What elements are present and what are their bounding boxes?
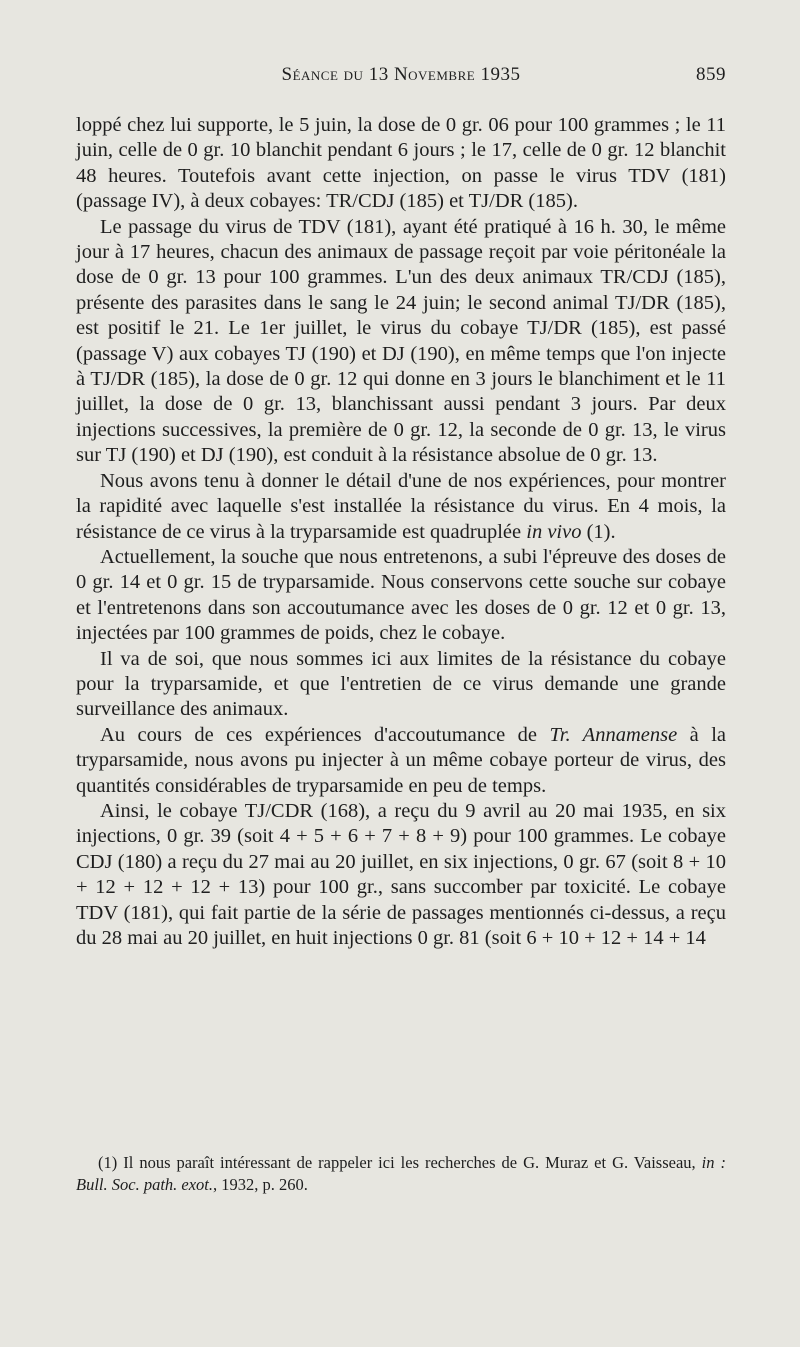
footnote-body: Il nous paraît intéressant de rappeler ici les recherches de G. Muraz et G. Vaisseau, bbox=[117, 1153, 702, 1172]
paragraph-3-text: Nous avons tenu à donner le détail d'une de nos expériences, pour montrer la rapidité avec laquelle s'est installée la résistance du virus. En 4 mois, la résistance de ce virus à la tryparsamide est quadruplée bbox=[76, 469, 726, 543]
paragraph-6-rest: à la tryparsamide, nous avons pu injecter à un même cobaye porteur de virus, des quantités considérables de tryparsamide en peu de temps. bbox=[76, 723, 726, 797]
footnote-marker: (1) bbox=[98, 1153, 118, 1172]
footnote-citation: in : Bull. Soc. path. exot. bbox=[76, 1153, 726, 1194]
paragraph-6 bbox=[76, 723, 726, 799]
footnote-ref: (1). bbox=[581, 520, 616, 543]
paragraph-3 bbox=[76, 469, 726, 545]
page-number: 859 bbox=[696, 64, 726, 85]
main-text bbox=[76, 113, 726, 951]
paragraph-5: Il va de soi, que nous sommes ici aux limites de la résistance du cobaye pour la tryparsamide, et que l'entretien de ce virus demande une grande surveillance des animaux. bbox=[76, 647, 726, 721]
running-title: Séance du 13 Novembre 1935 bbox=[281, 64, 521, 85]
running-header bbox=[76, 64, 726, 92]
footnote-text bbox=[76, 1152, 726, 1196]
paragraph-2: Le passage du virus de TDV (181), ayant été pratiqué à 16 h. 30, le même jour à 17 heures, chacun des animaux de passage reçoit par voie péritonéale la dose de 0 gr. 13 pour 100 grammes. L'un des deux animaux TR/CDJ (185), présente des parasites dans le sang le 24 juin; le second animal TJ/DR (185), est positif le 21. Le 1er juillet, le virus du cobaye TJ/DR (185), est passé (passage V) aux cobayes TJ (190) et DJ (190), en même temps que l'on injecte à TJ/DR (185), la dose de 0 gr. 12 qui donne en 3 jours le blanchiment et le 11 juillet, la dose de 0 gr. 13, blanchissant aussi pendant 3 jours. Par deux injections successives, la première de 0 gr. 12, la seconde de 0 gr. 13, le virus sur TJ (190) et DJ (190), est conduit à la résistance absolue de 0 gr. 13. bbox=[76, 215, 726, 467]
in-vivo-italic: in vivo bbox=[526, 520, 582, 543]
paragraph-7: Ainsi, le cobaye TJ/CDR (168), a reçu du 9 avril au 20 mai 1935, en six injections, 0 gr. 39 (soit 4 + 5 + 6 + 7 + 8 + 9) pour 100 grammes. Le cobaye CDJ (180) a reçu du 27 mai au 20 juillet, en six injections, 0 gr. 67 (soit 8 + 10 + 12 + 12 + 12 + 13) pour 100 gr., sans succomber par toxicité. Le cobaye TDV (181), qui fait partie de la série de passages mentionnés ci-dessus, a reçu du 28 mai au 20 juillet, en huit injections 0 gr. 81 (soit 6 + 10 + 12 + 14 + 14 bbox=[76, 799, 726, 949]
paragraph-6-text: Au cours de ces expériences d'accoutumance de bbox=[100, 723, 538, 746]
paragraph-1: loppé chez lui supporte, le 5 juin, la dose de 0 gr. 06 pour 100 grammes ; le 11 juin, celle de 0 gr. 10 blanchit pendant 6 jours ; le 17, celle de 0 gr. 12 blanchit 48 heures. Toutefois avant cette injection, on passe le virus TDV (181) (passage IV), à deux cobayes: TR/CDJ (185) et TJ/DR (185). bbox=[76, 114, 726, 213]
footnote-tail: , 1932, p. 260. bbox=[213, 1175, 308, 1194]
footnote bbox=[76, 1152, 726, 1196]
paragraph-4: Actuellement, la souche que nous entretenons, a subi l'épreuve des doses de 0 gr. 14 et 0 gr. 15 de tryparsamide. Nous conservons cette souche sur cobaye et l'entretenons dans son accoutumance avec les doses de 0 gr. 12 et 0 gr. 13, injectées par 100 grammes de poids, chez le cobaye. bbox=[76, 545, 726, 645]
species-italic: Tr. Annamense bbox=[549, 723, 678, 746]
